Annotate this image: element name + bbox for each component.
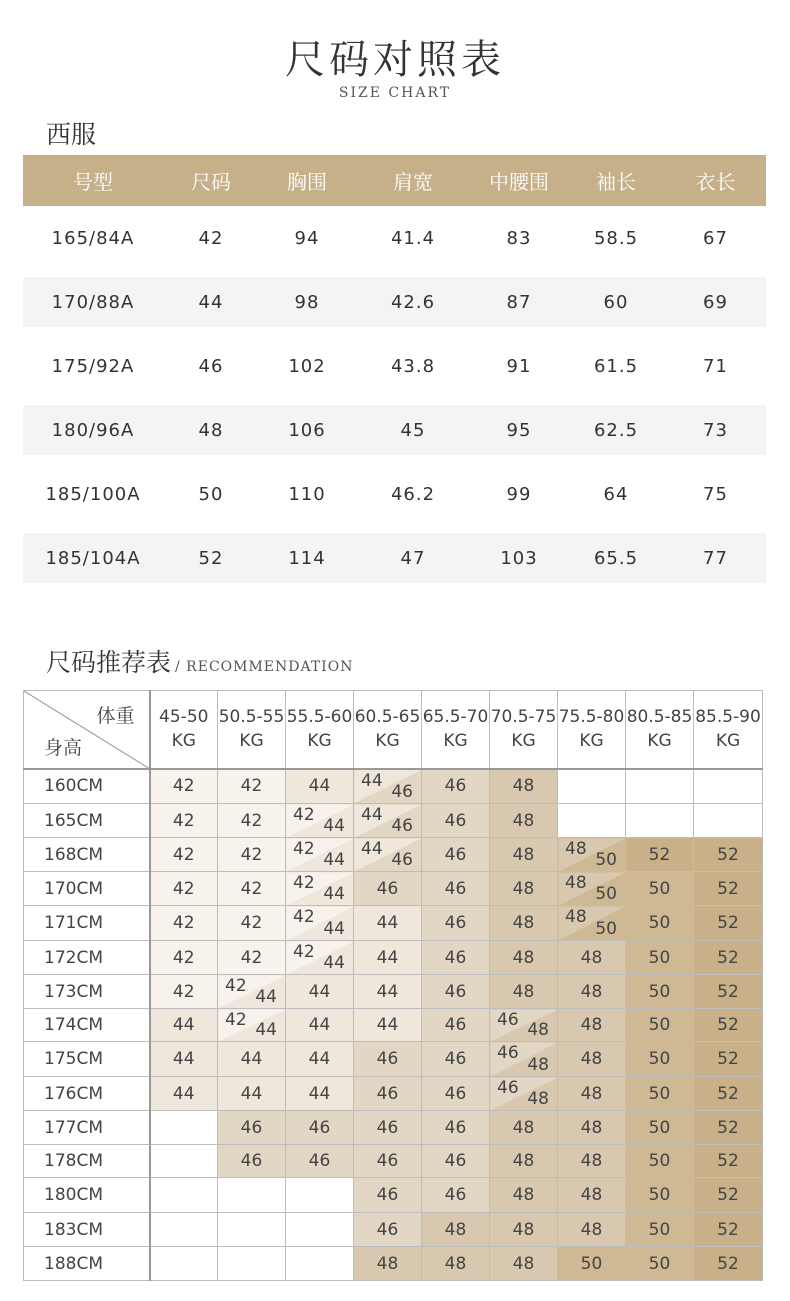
cell-length: 73 [703, 419, 728, 441]
size-cell: 46 [422, 872, 490, 906]
column-header-model: 号型 [73, 170, 113, 194]
column-header-shoulder: 肩宽 [393, 170, 433, 194]
cell-size: 52 [198, 547, 224, 569]
size-value-lower: 42 [293, 839, 315, 859]
corner-height-label: 身高 [44, 736, 83, 759]
size-cell: 42 [150, 975, 218, 1009]
size-cell: 52 [694, 1077, 763, 1111]
size-cell: 48 [490, 769, 558, 804]
size-value-lower: 46 [497, 1010, 519, 1030]
recommendation-section-title [46, 643, 353, 679]
size-value-lower: 42 [293, 805, 315, 825]
empty-cell [626, 804, 694, 838]
weight-unit: KG [715, 731, 741, 752]
page-title: 尺码对照表 [285, 37, 505, 83]
size-cell: 46 [422, 1077, 490, 1111]
size-cell: 48 [490, 838, 558, 872]
size-cell: 46 [422, 906, 490, 941]
size-value-upper: 44 [323, 816, 345, 836]
height-label: 174CM [24, 1009, 150, 1042]
weight-range: 70.5-75 [490, 707, 557, 728]
size-cell: 44 [354, 941, 422, 975]
size-value-lower: 42 [225, 1010, 247, 1030]
size-split-cell [558, 872, 626, 906]
size-split-cell [354, 838, 422, 872]
size-value-upper: 48 [527, 1089, 549, 1109]
cell-model: 185/100A [45, 483, 141, 505]
size-value-upper: 46 [391, 850, 413, 870]
cell-waist: 95 [506, 419, 532, 441]
table-row [24, 872, 763, 906]
size-cell: 48 [558, 1178, 626, 1213]
size-cell: 42 [150, 804, 218, 838]
size-cell: 46 [422, 804, 490, 838]
size-cell: 50 [626, 1111, 694, 1145]
size-cell: 42 [150, 769, 218, 804]
height-label: 172CM [24, 941, 150, 975]
cell-size: 42 [198, 227, 224, 249]
height-label: 160CM [24, 769, 150, 804]
table-row [24, 804, 763, 838]
suit-size-table-header [23, 155, 766, 206]
size-cell: 50 [626, 906, 694, 941]
cell-waist: 87 [506, 291, 532, 313]
size-value-lower: 42 [293, 907, 315, 927]
size-cell: 46 [354, 1213, 422, 1247]
size-cell: 42 [218, 838, 286, 872]
size-cell: 44 [218, 1042, 286, 1077]
size-cell: 52 [694, 1042, 763, 1077]
weight-header-cell [150, 691, 218, 769]
size-value-upper: 44 [323, 850, 345, 870]
size-cell: 44 [354, 975, 422, 1009]
size-cell: 50 [626, 1247, 694, 1281]
weight-unit: KG [443, 731, 468, 752]
corner-weight-label: 体重 [96, 705, 135, 727]
size-cell: 42 [150, 941, 218, 975]
weight-unit: KG [579, 731, 604, 752]
table-row [23, 405, 766, 455]
cell-size: 50 [198, 483, 224, 505]
size-cell: 44 [354, 1009, 422, 1042]
weight-header-cell [694, 691, 763, 769]
size-cell: 52 [694, 872, 763, 906]
cell-sleeve: 61.5 [593, 355, 639, 377]
size-value-lower: 48 [565, 873, 587, 893]
size-split-cell [286, 872, 354, 906]
size-cell: 48 [558, 1042, 626, 1077]
size-cell: 48 [558, 975, 626, 1009]
cell-sleeve: 65.5 [593, 547, 639, 569]
weight-unit: KG [171, 731, 196, 752]
height-label: 168CM [24, 838, 150, 872]
weight-header-cell [354, 691, 422, 769]
size-cell: 48 [558, 1145, 626, 1178]
weight-header-cell [218, 691, 286, 769]
weight-header-cell [626, 691, 694, 769]
size-value-upper: 44 [323, 919, 345, 939]
size-cell: 48 [558, 1077, 626, 1111]
size-cell: 46 [422, 1009, 490, 1042]
size-cell: 46 [422, 1145, 490, 1178]
weight-header-cell [422, 691, 490, 769]
size-cell: 50 [626, 1042, 694, 1077]
size-cell: 52 [694, 1178, 763, 1213]
size-cell: 46 [354, 872, 422, 906]
cell-size: 44 [198, 291, 224, 313]
size-cell: 44 [286, 1077, 354, 1111]
table-row [24, 1042, 763, 1077]
size-cell: 48 [422, 1247, 490, 1281]
height-label: 178CM [24, 1145, 150, 1178]
size-value-upper: 48 [527, 1020, 549, 1040]
size-value-lower: 48 [565, 907, 587, 927]
suit-size-table [23, 155, 766, 590]
size-value-upper: 44 [323, 953, 345, 973]
size-cell: 48 [558, 941, 626, 975]
empty-cell [286, 1178, 354, 1213]
size-cell: 50 [626, 1145, 694, 1178]
weight-range: 85.5-90 [695, 707, 761, 728]
height-label: 180CM [24, 1178, 150, 1213]
cell-waist: 83 [506, 227, 532, 249]
size-split-cell [286, 906, 354, 941]
empty-cell [150, 1247, 218, 1281]
size-cell: 52 [694, 838, 763, 872]
page-subtitle: SIZE CHART [338, 85, 452, 101]
size-value-lower: 46 [497, 1078, 519, 1098]
table-row [24, 1145, 763, 1178]
size-value-upper: 46 [391, 816, 413, 836]
cell-shoulder: 47 [400, 547, 426, 569]
size-cell: 50 [626, 975, 694, 1009]
empty-cell [558, 804, 626, 838]
size-cell: 48 [490, 1178, 558, 1213]
cell-chest: 102 [288, 355, 326, 377]
size-split-cell [490, 1042, 558, 1077]
size-cell: 48 [490, 1213, 558, 1247]
column-header-waist: 中腰围 [489, 170, 549, 194]
recommendation-subtitle: / RECOMMENDATION [175, 659, 354, 675]
size-cell: 50 [626, 1178, 694, 1213]
cell-size: 46 [198, 355, 224, 377]
table-row [24, 1213, 763, 1247]
size-cell: 44 [354, 906, 422, 941]
height-label: 171CM [24, 906, 150, 941]
cell-model: 175/92A [51, 355, 135, 377]
cell-chest: 110 [288, 483, 326, 505]
size-cell: 46 [422, 941, 490, 975]
size-cell: 46 [422, 838, 490, 872]
cell-model: 180/96A [51, 419, 135, 441]
table-row [24, 941, 763, 975]
height-label: 175CM [24, 1042, 150, 1077]
size-value-upper: 50 [595, 919, 617, 939]
size-cell: 48 [490, 975, 558, 1009]
cell-waist: 99 [506, 483, 532, 505]
corner-header-cell [24, 691, 150, 769]
size-cell: 48 [490, 1247, 558, 1281]
weight-range: 45-50 [159, 707, 209, 728]
size-cell: 48 [490, 906, 558, 941]
size-cell: 50 [626, 872, 694, 906]
table-row [24, 1111, 763, 1145]
size-split-cell [286, 804, 354, 838]
cell-shoulder: 46.2 [390, 483, 436, 505]
size-cell: 50 [626, 1213, 694, 1247]
cell-size: 48 [198, 419, 224, 441]
size-split-cell [218, 975, 286, 1009]
height-label: 188CM [24, 1247, 150, 1281]
size-value-lower: 42 [225, 976, 247, 996]
size-value-lower: 48 [565, 839, 587, 859]
size-cell: 46 [286, 1111, 354, 1145]
size-cell: 48 [490, 872, 558, 906]
size-cell: 46 [354, 1145, 422, 1178]
height-label: 170CM [24, 872, 150, 906]
size-value-lower: 46 [497, 1043, 519, 1063]
size-split-cell [558, 838, 626, 872]
size-cell: 46 [218, 1145, 286, 1178]
size-cell: 44 [286, 1042, 354, 1077]
size-split-cell [490, 1009, 558, 1042]
cell-chest: 106 [288, 419, 326, 441]
size-cell: 48 [558, 1111, 626, 1145]
size-value-upper: 50 [595, 850, 617, 870]
cell-length: 69 [703, 291, 728, 313]
size-cell: 42 [218, 941, 286, 975]
cell-length: 71 [703, 355, 728, 377]
empty-cell [150, 1111, 218, 1145]
cell-model: 185/104A [45, 547, 141, 569]
cell-sleeve: 58.5 [593, 227, 639, 249]
size-cell: 52 [694, 1213, 763, 1247]
table-row [24, 1009, 763, 1042]
height-label: 183CM [24, 1213, 150, 1247]
size-value-lower: 44 [361, 770, 383, 791]
empty-cell [694, 769, 763, 804]
weight-range: 75.5-80 [558, 707, 625, 728]
cell-chest: 94 [294, 227, 320, 249]
size-value-lower: 44 [361, 805, 383, 825]
cell-shoulder: 43.8 [390, 355, 436, 377]
size-cell: 46 [354, 1111, 422, 1145]
size-cell: 44 [150, 1042, 218, 1077]
cell-length: 67 [703, 227, 728, 249]
size-cell: 48 [558, 1009, 626, 1042]
weight-header-cell [558, 691, 626, 769]
size-split-cell [354, 769, 422, 804]
weight-range: 80.5-85 [626, 707, 693, 728]
column-header-chest: 胸围 [287, 170, 327, 194]
weight-unit: KG [307, 731, 332, 752]
cell-waist: 103 [500, 547, 538, 569]
size-value-upper: 46 [391, 782, 413, 802]
empty-cell [218, 1247, 286, 1281]
table-row [24, 1178, 763, 1213]
size-value-upper: 44 [323, 884, 345, 904]
size-cell: 48 [558, 1213, 626, 1247]
empty-cell [150, 1213, 218, 1247]
size-split-cell [218, 1009, 286, 1042]
size-split-cell [558, 906, 626, 941]
height-label: 177CM [24, 1111, 150, 1145]
size-value-upper: 44 [255, 987, 277, 1007]
cell-sleeve: 60 [603, 291, 629, 313]
cell-model: 170/88A [51, 291, 135, 313]
size-cell: 44 [218, 1077, 286, 1111]
size-cell: 42 [150, 838, 218, 872]
size-cell: 48 [354, 1247, 422, 1281]
cell-shoulder: 42.6 [390, 291, 436, 313]
cell-chest: 114 [288, 547, 326, 569]
size-value-lower: 42 [293, 942, 315, 962]
table-row [23, 334, 766, 398]
cell-shoulder: 45 [400, 419, 426, 441]
size-cell: 52 [694, 941, 763, 975]
size-cell: 46 [422, 769, 490, 804]
size-split-cell [286, 941, 354, 975]
cell-waist: 91 [506, 355, 532, 377]
weight-range: 55.5-60 [286, 707, 353, 728]
table-row [23, 277, 766, 327]
size-cell: 50 [626, 941, 694, 975]
table-row [23, 533, 766, 583]
recommendation-title-text: 尺码推荐表 [46, 648, 172, 677]
size-value-lower: 44 [361, 839, 383, 859]
size-cell: 46 [354, 1178, 422, 1213]
weight-header-cell [490, 691, 558, 769]
size-value-upper: 48 [527, 1055, 549, 1075]
cell-model: 165/84A [51, 227, 135, 249]
size-cell: 42 [150, 906, 218, 941]
table-row [24, 1077, 763, 1111]
empty-cell [558, 769, 626, 804]
size-cell: 48 [422, 1213, 490, 1247]
size-split-cell [490, 1077, 558, 1111]
empty-cell [694, 804, 763, 838]
size-cell: 44 [150, 1009, 218, 1042]
weight-unit: KG [239, 731, 264, 752]
height-label: 173CM [24, 975, 150, 1009]
empty-cell [626, 769, 694, 804]
empty-cell [286, 1247, 354, 1281]
size-cell: 50 [558, 1247, 626, 1281]
size-value-upper: 50 [595, 884, 617, 904]
table-row [23, 206, 766, 270]
height-label: 165CM [24, 804, 150, 838]
cell-chest: 98 [294, 291, 320, 313]
size-cell: 48 [490, 1145, 558, 1178]
column-header-sleeve: 袖长 [596, 170, 636, 194]
table-row [24, 975, 763, 1009]
size-cell: 46 [286, 1145, 354, 1178]
table-row [24, 1247, 763, 1281]
size-cell: 52 [694, 1111, 763, 1145]
size-cell: 52 [694, 1145, 763, 1178]
size-cell: 52 [694, 906, 763, 941]
empty-cell [218, 1178, 286, 1213]
size-value-lower: 42 [293, 873, 315, 893]
size-cell: 50 [626, 1077, 694, 1111]
size-cell: 42 [218, 906, 286, 941]
column-header-size: 尺码 [191, 170, 231, 194]
suit-section-title: 西服 [46, 120, 97, 149]
table-row [24, 906, 763, 941]
size-cell: 42 [218, 769, 286, 804]
empty-cell [150, 1145, 218, 1178]
size-cell: 52 [694, 1009, 763, 1042]
size-cell: 52 [694, 1247, 763, 1281]
cell-length: 77 [703, 547, 728, 569]
weight-unit: KG [511, 731, 536, 752]
size-cell: 44 [286, 1009, 354, 1042]
empty-cell [150, 1178, 218, 1213]
size-cell: 46 [354, 1077, 422, 1111]
size-cell: 52 [694, 975, 763, 1009]
size-cell: 52 [626, 838, 694, 872]
empty-cell [286, 1213, 354, 1247]
column-header-length: 衣长 [695, 170, 736, 194]
height-label: 176CM [24, 1077, 150, 1111]
size-cell: 46 [422, 975, 490, 1009]
weight-range: 60.5-65 [354, 707, 421, 728]
cell-length: 75 [703, 483, 728, 505]
size-split-cell [286, 838, 354, 872]
size-cell: 44 [150, 1077, 218, 1111]
recommendation-table [23, 690, 763, 1281]
table-row [24, 769, 763, 804]
table-row [23, 462, 766, 526]
size-cell: 50 [626, 1009, 694, 1042]
weight-unit: KG [647, 731, 672, 752]
size-cell: 46 [218, 1111, 286, 1145]
size-cell: 44 [286, 769, 354, 804]
size-cell: 48 [490, 941, 558, 975]
cell-sleeve: 62.5 [593, 419, 639, 441]
size-cell: 44 [286, 975, 354, 1009]
size-cell: 46 [422, 1111, 490, 1145]
size-cell: 42 [218, 804, 286, 838]
size-cell: 42 [150, 872, 218, 906]
size-cell: 46 [422, 1042, 490, 1077]
weight-header-cell [286, 691, 354, 769]
weight-range: 65.5-70 [422, 707, 489, 728]
size-cell: 48 [490, 804, 558, 838]
size-cell: 46 [354, 1042, 422, 1077]
size-cell: 42 [218, 872, 286, 906]
size-cell: 46 [422, 1178, 490, 1213]
weight-range: 50.5-55 [218, 707, 285, 728]
empty-cell [218, 1213, 286, 1247]
cell-sleeve: 64 [603, 483, 629, 505]
weight-unit: KG [375, 731, 400, 752]
size-value-upper: 44 [255, 1020, 277, 1040]
cell-shoulder: 41.4 [390, 227, 436, 249]
suit-size-table-body [23, 206, 766, 583]
size-cell: 48 [490, 1111, 558, 1145]
table-row [24, 838, 763, 872]
size-split-cell [354, 804, 422, 838]
